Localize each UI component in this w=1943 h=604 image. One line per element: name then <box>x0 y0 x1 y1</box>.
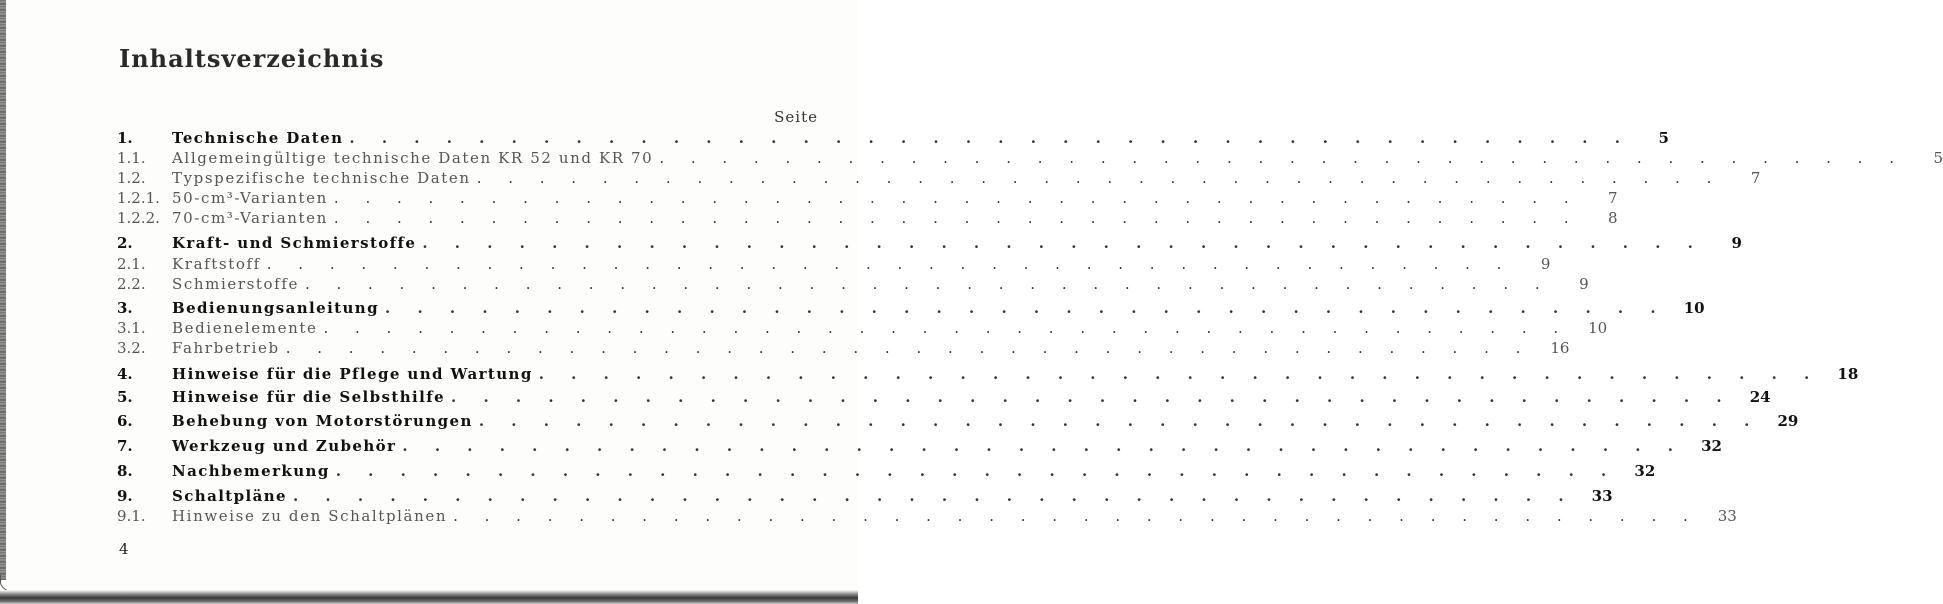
toc-leader-dots: . . . . . . . . . . . . . . . . . . . . . . . . . . . . . . . . . . . . . . . . <box>285 339 1532 357</box>
toc-entry-title: Behebung von Motorstörungen <box>172 412 473 430</box>
toc-entry-page: 9 <box>1579 275 1589 293</box>
toc-entry-number: 1.2.2. <box>117 209 160 227</box>
toc-entry-number: 1. <box>117 129 133 147</box>
toc-entry-page: 8 <box>1608 209 1618 227</box>
toc-entry-page: 32 <box>1701 437 1722 455</box>
page-left-edge <box>0 0 6 580</box>
toc-entry-title: Schaltpläne <box>172 487 287 505</box>
toc-entry-number: 9.1. <box>117 507 146 525</box>
toc-entry-number: 3.1. <box>117 319 146 337</box>
toc-leader-dots: . . . . . . . . . . . . . . . . . . . . . . . . . . . . . . . . . . . . . . . . <box>266 255 1513 273</box>
toc-entry-title: Schmierstoffe <box>172 275 299 293</box>
toc-entry-page: 9 <box>1540 255 1551 273</box>
toc-leader-dots: . . . . . . . . . . . . . . . . . . . . . . . . . . . . . . . . . . . . . . . . <box>385 299 1667 317</box>
toc-entry <box>117 298 1705 318</box>
toc-entry-page: 33 <box>1717 507 1737 525</box>
toc-entry <box>117 188 1618 208</box>
toc-entry-number: 2.2. <box>117 275 146 293</box>
toc-entry-title: Bedienelemente <box>172 319 318 337</box>
toc-entry-title: Kraft- und Schmierstoffe <box>172 234 417 252</box>
toc-leader-dots: . . . . . . . . . . . . . . . . . . . . . . . . . . . . . . . . . . . . . . . . <box>323 319 1570 337</box>
toc-entry <box>117 387 1771 407</box>
page-column-header: Seite <box>774 108 818 126</box>
page-title: Inhaltsverzeichnis <box>119 44 385 73</box>
toc-entry-number: 3. <box>117 299 133 317</box>
toc-entry <box>117 506 1737 526</box>
toc-entry-number: 7. <box>117 437 133 455</box>
toc-entry <box>117 233 1742 253</box>
toc-entry-title: Allgemeingültige technische Daten KR 52 und KR 70 <box>172 149 654 167</box>
toc-entry <box>117 338 1570 358</box>
toc-leader-dots: . . . . . . . . . . . . . . . . . . . . . . . . . . . . . . . . . . . . . . . . <box>402 437 1684 455</box>
toc-entry-number: 2.1. <box>117 255 146 273</box>
toc-entry-title: 50-cm³-Varianten <box>172 189 328 207</box>
toc-entry-title: Fahrbetrieb <box>172 339 280 357</box>
toc-leader-dots: . . . . . . . . . . . . . . . . . . . . . . . . . . . . . . . . . . . . . . . . <box>422 234 1704 252</box>
toc-entry-page: 24 <box>1749 388 1771 406</box>
toc-entry <box>117 486 1613 506</box>
toc-entry-page: 9 <box>1731 234 1742 252</box>
toc-entry-title: Werkzeug und Zubehör <box>172 437 397 455</box>
toc-leader-dots: . . . . . . . . . . . . . . . . . . . . . . . . . . . . . . . . . . . . . . . . <box>538 365 1821 383</box>
toc-leader-dots: . . . . . . . . . . . . . . . . . . . . . . . . . . . . . . . . . . . . . . . . <box>333 189 1580 207</box>
toc-entry-title: Kraftstoff <box>172 255 261 273</box>
toc-entry <box>117 436 1722 456</box>
toc-entry-number: 1.2.1. <box>117 189 160 207</box>
toc-entry <box>117 461 1656 481</box>
toc-entry <box>117 128 1669 148</box>
toc-entry-page: 18 <box>1837 365 1859 383</box>
toc-entry-page: 10 <box>1588 319 1608 337</box>
toc-entry-page: 5 <box>1933 149 1943 167</box>
toc-entry-title: Bedienungsanleitung <box>172 299 379 317</box>
toc-entry-page: 32 <box>1634 462 1656 480</box>
toc-entry <box>117 254 1551 274</box>
toc-entry-page: 33 <box>1591 487 1613 505</box>
toc-entry-number: 5. <box>117 388 133 406</box>
toc-leader-dots: . . . . . . . . . . . . . . . . . . . . . . . . . . . . . . . . . . . . . . . . <box>451 388 1733 406</box>
toc-leader-dots: . . . . . . . . . . . . . . . . . . . . . . . . . . . . . . . . . . . . . . . . <box>476 169 1723 187</box>
toc-entry-page: 7 <box>1750 169 1761 187</box>
toc-entry <box>117 274 1589 294</box>
toc-leader-dots: . . . . . . . . . . . . . . . . . . . . . . . . . . . . . . . . . . . . . . . . <box>333 209 1580 227</box>
toc-entry <box>117 364 1859 384</box>
toc-leader-dots: . . . . . . . . . . . . . . . . . . . . . . . . . . . . . . . . . . . . . . . . <box>335 462 1618 480</box>
toc-leader-dots: . . . . . . . . . . . . . . . . . . . . . . . . . . . . . . . . . . . . . . . . <box>304 275 1551 293</box>
toc-leader-dots: . . . . . . . . . . . . . . . . . . . . . . . . . . . . . . . . . . . . . . . . <box>453 507 1699 525</box>
toc-entry-number: 3.2. <box>117 339 146 357</box>
toc-entry-title: Typspezifische technische Daten <box>172 169 471 187</box>
toc-entry <box>117 168 1761 188</box>
page-number: 4 <box>119 540 129 558</box>
toc-entry-title: Hinweise für die Pflege und Wartung <box>172 365 533 383</box>
toc-entry-page: 5 <box>1658 129 1669 147</box>
toc-entry-number: 9. <box>117 487 133 505</box>
toc-leader-dots: . . . . . . . . . . . . . . . . . . . . . . . . . . . . . . . . . . . . . . . . <box>349 129 1631 147</box>
toc-leader-dots: . . . . . . . . . . . . . . . . . . . . . . . . . . . . . . . . . . . . . . . . <box>659 149 1905 167</box>
page-bottom-edge <box>0 590 858 604</box>
toc-entry-title: Hinweise für die Selbsthilfe <box>172 388 446 406</box>
toc-entry-page: 10 <box>1683 299 1705 317</box>
toc-entry <box>117 148 1943 168</box>
toc-entry-title: Hinweise zu den Schaltplänen <box>172 507 448 525</box>
toc-entry <box>117 411 1799 431</box>
toc-entry-number: 2. <box>117 234 133 252</box>
toc-entry-page: 16 <box>1550 339 1570 357</box>
toc-entry-title: Nachbemerkung <box>172 462 330 480</box>
toc-entry-number: 4. <box>117 365 133 383</box>
toc-entry-title: Technische Daten <box>172 129 344 147</box>
toc-entry-number: 1.1. <box>117 149 146 167</box>
toc-leader-dots: . . . . . . . . . . . . . . . . . . . . . . . . . . . . . . . . . . . . . . . . <box>292 487 1575 505</box>
toc-entry-number: 1.2. <box>117 169 146 187</box>
toc-entry <box>117 208 1618 228</box>
toc-leader-dots: . . . . . . . . . . . . . . . . . . . . . . . . . . . . . . . . . . . . . . . . <box>478 412 1761 430</box>
toc-entry-page: 29 <box>1777 412 1799 430</box>
toc-entry-page: 7 <box>1608 189 1618 207</box>
toc-entry <box>117 318 1608 338</box>
toc-entry-number: 8. <box>117 462 133 480</box>
toc-entry-title: 70-cm³-Varianten <box>172 209 328 227</box>
toc-entry-number: 6. <box>117 412 133 430</box>
